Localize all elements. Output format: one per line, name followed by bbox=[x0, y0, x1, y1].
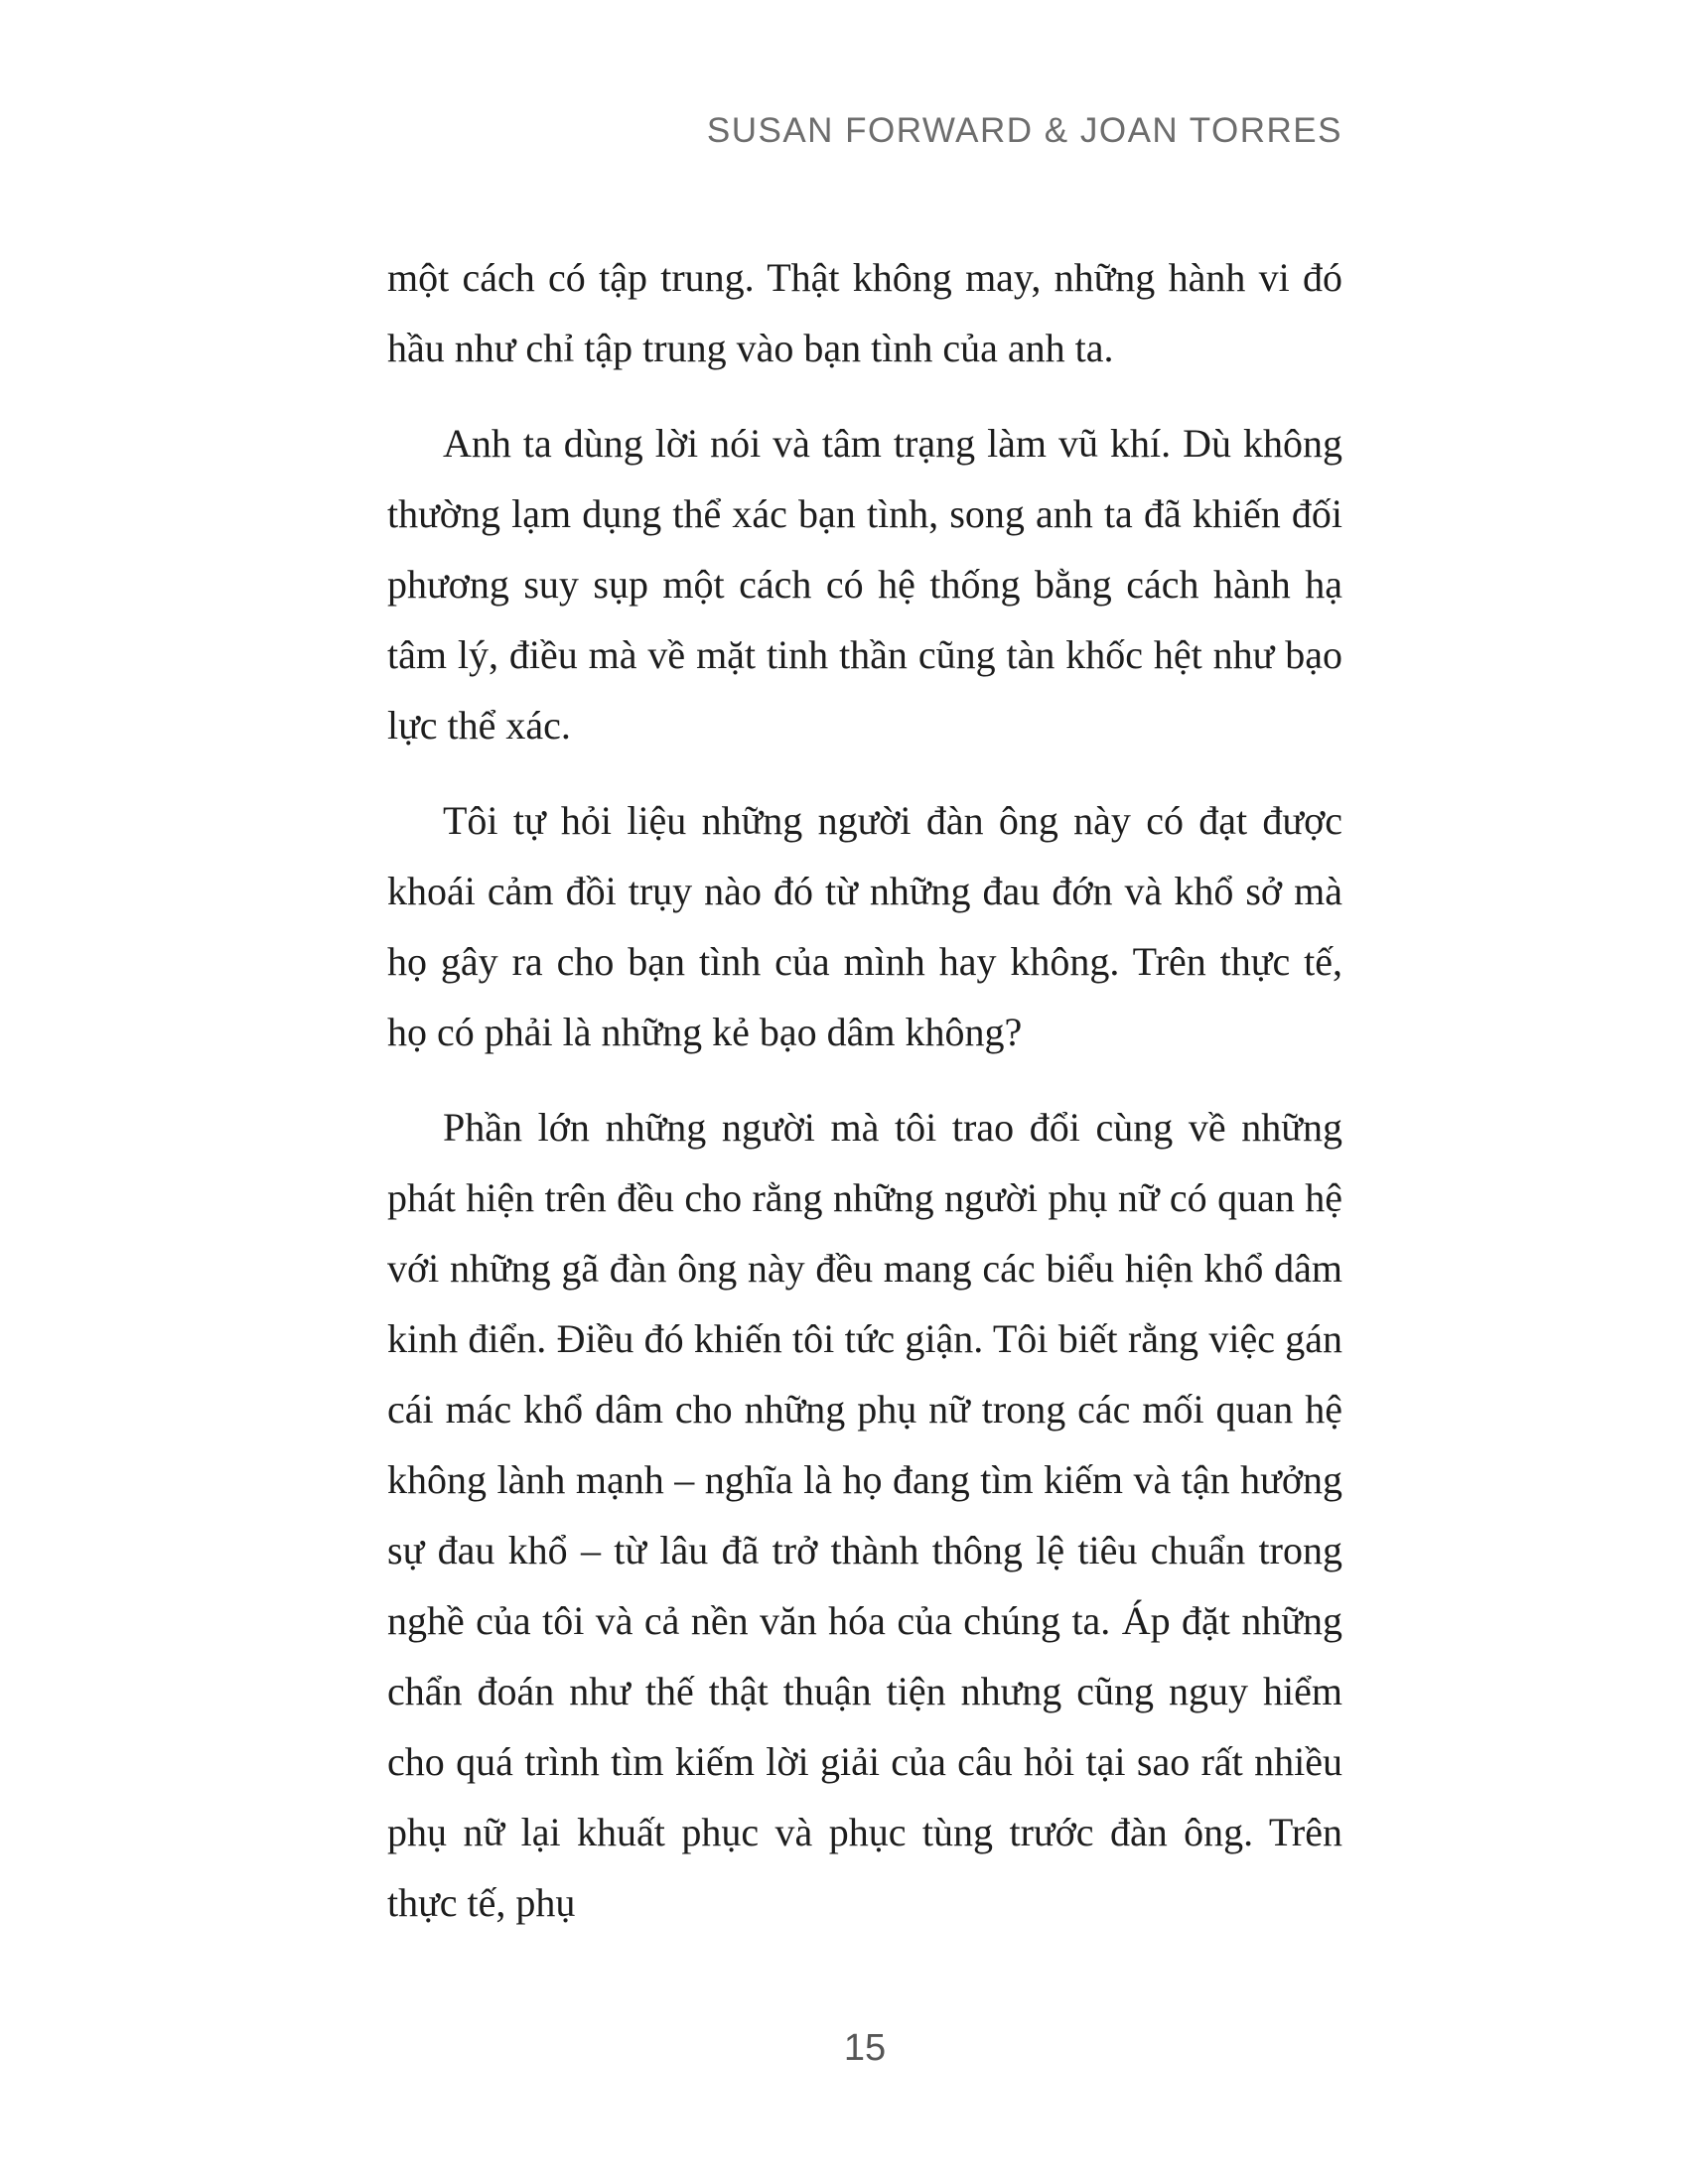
paragraph: Tôi tự hỏi liệu những người đàn ông này có đạt được khoái cảm đồi trụy nào đó từ những đau đớn và khổ sở mà họ gây ra cho bạn tình của mình hay không. Trên thực tế, họ có phải là những kẻ bạo dâm không? bbox=[387, 798, 1342, 1054]
paragraph: Phần lớn những người mà tôi trao đổi cùng về những phát hiện trên đều cho rằng những người phụ nữ có quan hệ với những gã đàn ông này đều mang các biểu hiện khổ dâm kinh điển. Điều đó khiến tôi tức giận. Tôi biết rằng việc gán cái mác khổ dâm cho những phụ nữ trong các mối quan hệ không lành mạnh – nghĩa là họ đang tìm kiếm và tận hưởng sự đau khổ – từ lâu đã trở thành thông lệ tiêu chuẩn trong nghề của tôi và cả nền văn hóa của chúng ta. Áp đặt những chẩn đoán như thế thật thuận tiện nhưng cũng nguy hiểm cho quá trình tìm kiếm lời giải của câu hỏi tại sao rất nhiều phụ nữ lại khuất phục và phục tùng trước đàn ông. Trên thực tế, phụ bbox=[387, 1105, 1342, 1925]
paragraph: Anh ta dùng lời nói và tâm trạng làm vũ khí. Dù không thường lạm dụng thể xác bạn tình, song anh ta đã khiến đối phương suy sụp một cách có hệ thống bằng cách hành hạ tâm lý, điều mà về mặt tinh thần cũng tàn khốc hệt như bạo lực thể xác. bbox=[387, 421, 1342, 748]
body-text-block bbox=[387, 242, 1342, 1963]
page-number: 15 bbox=[843, 2027, 887, 2069]
paragraph-continuation: một cách có tập trung. Thật không may, những hành vi đó hầu như chỉ tập trung vào bạn tình của anh ta. bbox=[387, 255, 1342, 370]
running-header-authors: SUSAN FORWARD & JOAN TORRES bbox=[706, 111, 1342, 150]
